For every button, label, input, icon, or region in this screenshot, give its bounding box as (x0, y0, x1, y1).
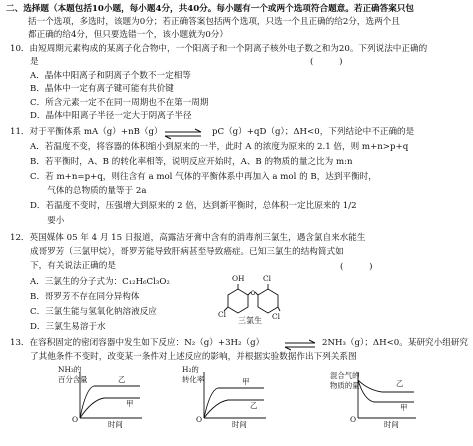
q12-option-c: C．三氯生能与氢氧化钠溶液反应 (30, 307, 157, 317)
q11-option-b: B．若平衡时，A、B 的转化率相等，说明反应开始时，A、B 的物质的量之比为 m:n (30, 157, 353, 167)
graph3-ylabel1: 混合气的 (330, 371, 360, 380)
struct-name-label: 三氯生 (238, 316, 262, 325)
graph3-series-1: 乙 (396, 379, 404, 388)
struct-cl-label-top: Cl (263, 274, 272, 283)
q11-option-d: D．若温度不变时，压强增大到原来的 2 倍，达到新平衡时，总体积一定比原来的 1/2 (30, 201, 357, 211)
q11-option-a: A．若温度不变，将容器的体积缩小到原来的一半，此时 A 的浓度为原来的 2.1 倍，则 m+n>p+q (30, 142, 409, 152)
q12-option-a: A．三氯生的分子式为：C₁₂H₆Cl₃O₂ (30, 277, 170, 287)
triclosan-structure (218, 275, 282, 327)
section-header-line2: 括一个选项，多选时，该题为0分；若正确答案包括两个选项，只选一个且正确的给2分，选两个且 (28, 17, 400, 27)
svg-text:O: O (250, 290, 256, 297)
graph2-ylabel1: H₂的 (182, 365, 199, 374)
graph2-origin: O (196, 415, 203, 424)
graph3-series-2: 甲 (400, 403, 408, 412)
q11-option-d-cont: 要小 (30, 216, 65, 226)
q13-stem-b: 2NH₃（g）；ΔH<0。某研究小组研究 (322, 338, 469, 348)
graph2-series-1: 甲 (242, 377, 250, 386)
graph1-ylabel2: 百分含量 (58, 375, 88, 384)
q12-option-b: B．哥罗芳不存在同分异构体 (30, 292, 140, 302)
graph1-xlabel: 时间 (108, 420, 123, 429)
q13-stem: 13．在容积固定的密闭容器中发生如下反应：N₂（g）+3H₂（g） (10, 338, 265, 348)
equilibrium-arrow-icon (163, 128, 205, 140)
graph2-xlabel: 时间 (232, 420, 247, 429)
q12-stem: 12．英国媒体 05 年 4 月 15 日报道，高露洁牙膏中含有的消毒剂三氯生，遇含氯自来水能生 (10, 233, 366, 243)
q10-stem2: 是 (30, 57, 39, 67)
q12-option-d: D．三氯生易溶于水 (30, 322, 106, 332)
q10-stem: 10．由短周期元素构成的某离子化合物中，一个阳离子和一个阴离子核外电子数之和为20。下列说法中正确的 (10, 44, 428, 54)
graph2-series-2: 乙 (250, 401, 258, 410)
struct-cl-label-left: Cl (218, 310, 227, 319)
graph-nh3-percent (58, 366, 148, 446)
graph3-xlabel: 时间 (384, 420, 399, 429)
q12-stem3: 下，有关说法正确的是 (30, 261, 116, 271)
section-header-line1: 二、选择题（本题包括10小题，每小题4分，共40分。每小题有一个或两个选项符合题意。若正确答案只包 (6, 4, 415, 14)
q13-stem2: 了其他条件不变时，改变某一条件对上述反应的影响，并根据实验数据作出下列关系图 (30, 352, 357, 362)
graph1-series-2: 甲 (126, 399, 134, 408)
q10-option-d: D．晶体中阳离子半径一定大于阴离子半径 (30, 111, 192, 121)
q12-stem2: 成哥罗芳（三氯甲烷），哥罗芳能导致肝病甚至导致癌症。已知三氯生的结构简式如 (30, 247, 344, 257)
graph-mixed-gas-amount (330, 366, 420, 446)
q11-option-c: C．若 m+n=p+q，则往含有 a mol 气体的平衡体系中再加入 a mol 的 B，达到平衡时， (30, 172, 377, 182)
graph1-series-1: 乙 (118, 375, 126, 384)
q11-stem-b: pC（g）+qD（g）；ΔH<0，下列结论中不正确的是 (212, 127, 415, 137)
graph1-origin: O (72, 415, 79, 424)
graph2-ylabel2: 转化率 (182, 375, 205, 384)
q10-option-a: A．晶体中阳离子和阴离子个数不一定相等 (30, 71, 191, 81)
graph3-ylabel2: 物质的量 (330, 381, 360, 390)
q11-stem: 11．对于平衡体系 mA（g）+nB（g） (10, 127, 163, 137)
q11-option-c-cont: 气体的总物质的量等于 2a (30, 186, 147, 196)
q12-answer-paren: ( ) (340, 262, 373, 272)
q10-option-c: C．所含元素一定不在同一周期也不在第一周期 (30, 98, 209, 108)
q10-answer-paren: ( ) (310, 57, 343, 67)
equilibrium-arrow-icon-2 (283, 339, 319, 351)
graph-h2-conversion (182, 366, 272, 446)
section-header-line3: 都正确的给4分，但只要选错一个，该小题就为0分） (28, 30, 228, 40)
graph3-origin: O (350, 415, 357, 424)
q10-option-b: B．晶体中一定有离子键可能有共价键 (30, 84, 174, 94)
graph1-ylabel1: NH₃的 (58, 365, 82, 374)
struct-oh-label: OH (232, 274, 245, 283)
struct-cl-label-right: Cl (272, 312, 281, 321)
